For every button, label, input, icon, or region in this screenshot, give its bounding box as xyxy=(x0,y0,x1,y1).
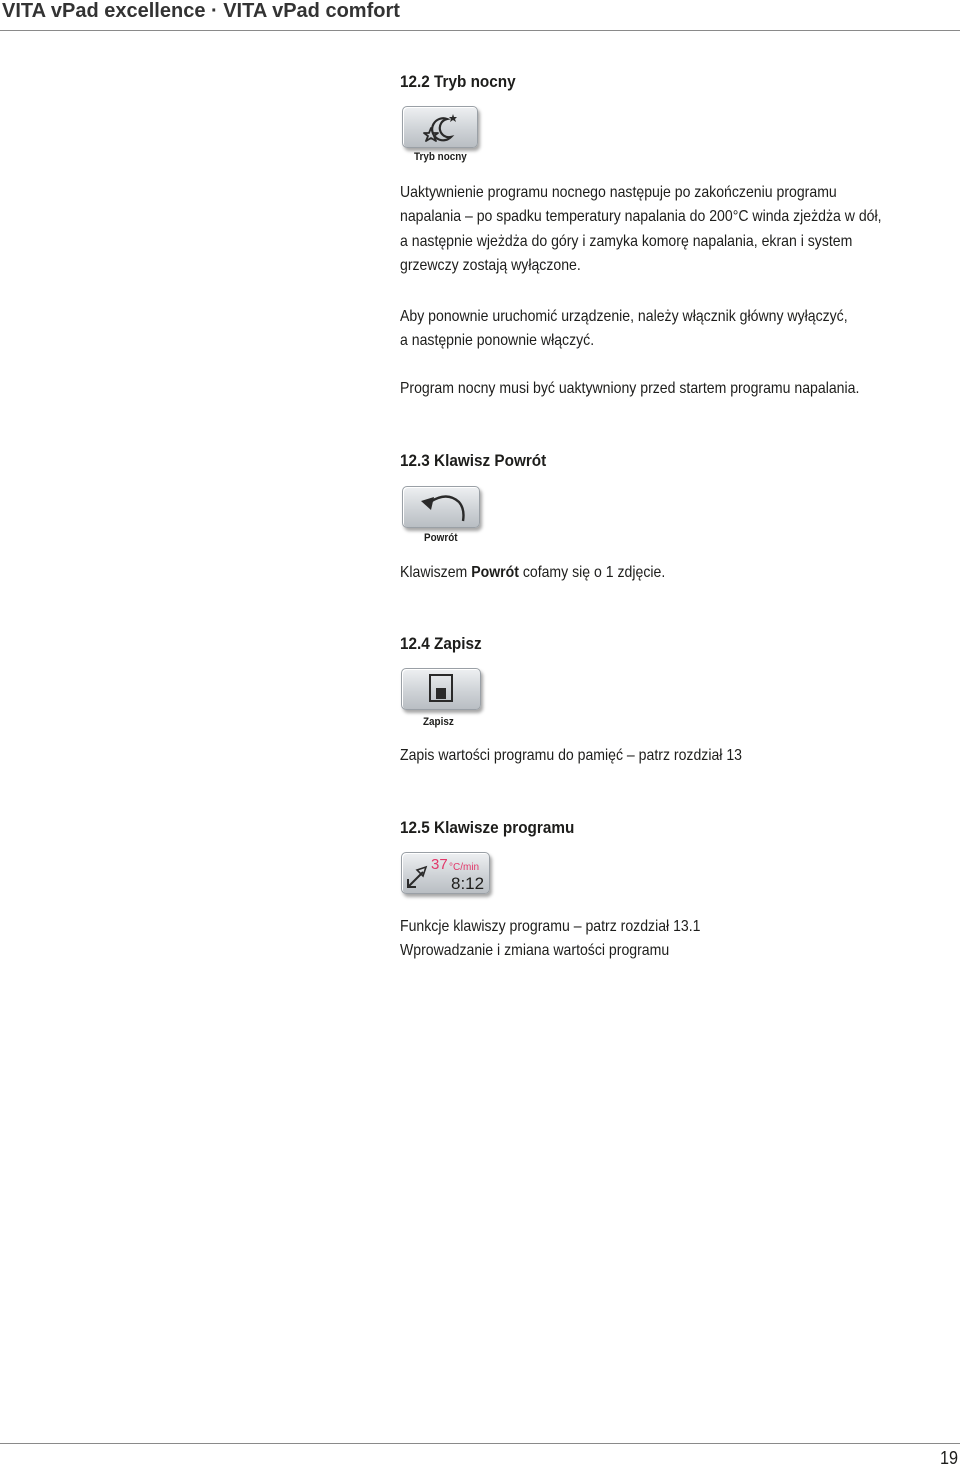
program-key-rate-value: 37 xyxy=(431,856,448,873)
save-button[interactable] xyxy=(401,668,481,710)
section-heading-program-keys: 12.5 Klawisze programu xyxy=(400,818,575,837)
save-icon xyxy=(402,669,482,711)
restart-para-line: a następnie ponownie włączyć. xyxy=(400,332,595,349)
restart-para-line: Aby ponownie uruchomić urządzenie, należy włącznik główny wyłączyć, xyxy=(400,308,848,325)
back-key-description: Klawiszem Powrót cofamy się o 1 zdjęcie. xyxy=(400,564,666,581)
section-heading-save: 12.4 Zapisz xyxy=(400,634,482,653)
night-mode-para-line: napalania – po spadku temperatury napalania do 200°C winda zjeżdża w dół, xyxy=(400,208,882,225)
program-keys-description-line: Funkcje klawiszy programu – patrz rozdział 13.1 xyxy=(400,918,701,935)
program-key-rate-unit: °C/min xyxy=(449,862,480,873)
section-heading-back-key: 12.3 Klawisz Powrót xyxy=(400,451,547,470)
save-description: Zapis wartości programu do pamięć – patrz rozdział 13 xyxy=(400,747,742,764)
night-mode-caption: Tryb nocny xyxy=(414,151,467,163)
night-mode-para-line: grzewczy zostają wyłączone. xyxy=(400,257,581,274)
document-title: VITA vPad excellence · VITA vPad comfort xyxy=(2,0,400,22)
program-keys-description-line: Wprowadzanie i zmiana wartości programu xyxy=(400,942,670,959)
night-mode-para-line: Uaktywnienie programu nocnego następuje po zakończeniu programu xyxy=(400,184,837,201)
moon-star-icon xyxy=(403,107,479,149)
program-key-time: 8:12 xyxy=(451,874,485,893)
save-caption: Zapisz xyxy=(423,716,454,728)
section-heading-night-mode: 12.2 Tryb nocny xyxy=(400,72,516,91)
night-mode-button[interactable] xyxy=(402,106,478,148)
night-mode-para-line: a następnie wjeżdża do góry i zamyka komorę napalania, ekran i system xyxy=(400,233,853,250)
page-header xyxy=(0,0,960,31)
page-number: 19 xyxy=(939,1448,958,1468)
back-caption: Powrót xyxy=(424,532,458,544)
night-mode-note: Program nocny musi być uaktywniony przed startem programu napalania. xyxy=(400,380,860,397)
back-arrow-icon xyxy=(403,487,481,529)
back-button[interactable] xyxy=(402,486,480,528)
program-key-button[interactable] xyxy=(401,852,490,894)
footer-rule xyxy=(0,1443,960,1444)
